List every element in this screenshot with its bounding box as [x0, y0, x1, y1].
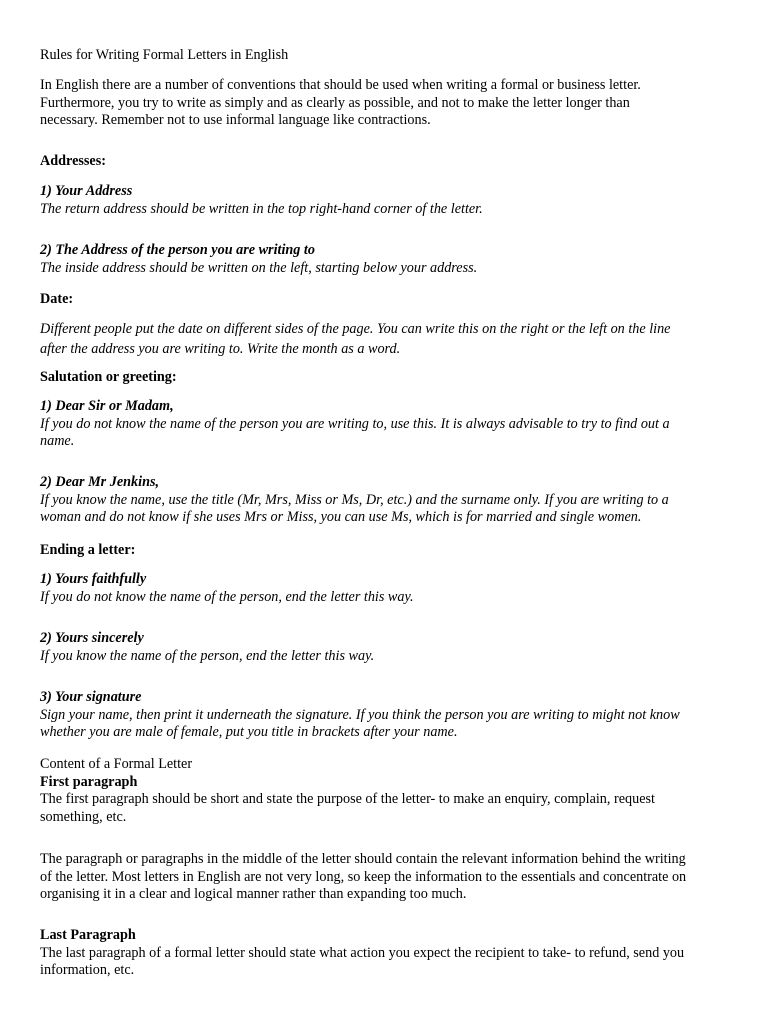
last-paragraph-section [40, 927, 730, 980]
intro-paragraph [40, 77, 730, 130]
first-paragraph-title: First paragraph [40, 773, 138, 790]
your-address-title: 1) Your Address [40, 183, 133, 199]
dear-sir-section [40, 398, 730, 451]
your-address-section [40, 183, 730, 218]
content-section [40, 756, 730, 826]
first-paragraph-line: The first paragraph should be short and state the purpose of the letter- to make an enquiry, complain, request [40, 791, 655, 808]
dear-sir-title: 1) Dear Sir or Madam, [40, 398, 174, 414]
signature-line: Sign your name, then print it underneath the signature. If you think the person you are writing to might not know [40, 706, 680, 723]
middle-paragraph-line: of the letter. Most letters in English are not very long, so keep the information to the essentials and concentrate on [40, 868, 687, 885]
first-paragraph-line: something, etc. [40, 808, 127, 825]
dear-mr-title: 2) Dear Mr Jenkins, [40, 474, 160, 490]
last-paragraph-title: Last Paragraph [40, 927, 136, 943]
signature-section [40, 689, 730, 742]
yours-sincerely-title: 2) Yours sincerely [40, 630, 144, 646]
dear-mr-line: If you know the name, use the title (Mr, Mrs, Miss or Ms, Dr, etc.) and the surname only. If you are writing to a [40, 491, 669, 508]
date-text [40, 320, 730, 359]
middle-paragraph-line: The paragraph or paragraphs in the middle of the letter should contain the relevant information behind the writing [40, 851, 686, 867]
signature-line: whether you are male of female, put you title in brackets after your name. [40, 724, 458, 741]
last-paragraph-line: The last paragraph of a formal letter should state what action you expect the recipient to take- to refund, send you [40, 944, 685, 961]
your-address-text: The return address should be written in the top right-hand corner of the letter. [40, 200, 483, 217]
dear-sir-line: If you do not know the name of the person you are writing to, use this. It is always advisable to try to find out a [40, 415, 670, 432]
ending-heading: Ending a letter: [40, 542, 136, 558]
content-heading: Content of a Formal Letter [40, 756, 193, 772]
dear-mr-line: woman and do not know if she uses Mrs or Miss, you can use Ms, which is for married and single women. [40, 509, 642, 526]
middle-paragraph [40, 851, 730, 904]
signature-title: 3) Your signature [40, 689, 142, 705]
recipient-address-text: The inside address should be written on the left, starting below your address. [40, 259, 478, 276]
yours-sincerely-text: If you know the name of the person, end the letter this way. [40, 647, 375, 664]
addresses-heading: Addresses: [40, 153, 106, 169]
yours-sincerely-section [40, 630, 730, 665]
yours-faithfully-title: 1) Yours faithfully [40, 571, 147, 587]
date-line: Different people put the date on different sides of the page. You can write this on the right or the left on the line [40, 321, 671, 337]
middle-paragraph-line: organising it in a clear and logical manner rather than expanding too much. [40, 886, 467, 903]
recipient-address-title: 2) The Address of the person you are writing to [40, 242, 315, 258]
yours-faithfully-section [40, 571, 730, 606]
yours-faithfully-text: If you do not know the name of the person, end the letter this way. [40, 588, 414, 605]
dear-mr-section [40, 474, 730, 527]
intro-line: In English there are a number of conventions that should be used when writing a formal or business letter. [40, 77, 641, 93]
last-paragraph-line: information, etc. [40, 962, 135, 979]
dear-sir-line: name. [40, 433, 75, 450]
date-heading: Date: [40, 291, 74, 307]
intro-line: necessary. Remember not to use informal language like contractions. [40, 112, 431, 129]
document-title: Rules for Writing Formal Letters in English [40, 47, 289, 63]
intro-line: Furthermore, you try to write as simply and as clearly as possible, and not to make the letter longer than [40, 94, 630, 111]
date-line: after the address you are writing to. Write the month as a word. [40, 340, 401, 357]
salutation-heading: Salutation or greeting: [40, 369, 177, 385]
recipient-address-section [40, 242, 730, 277]
